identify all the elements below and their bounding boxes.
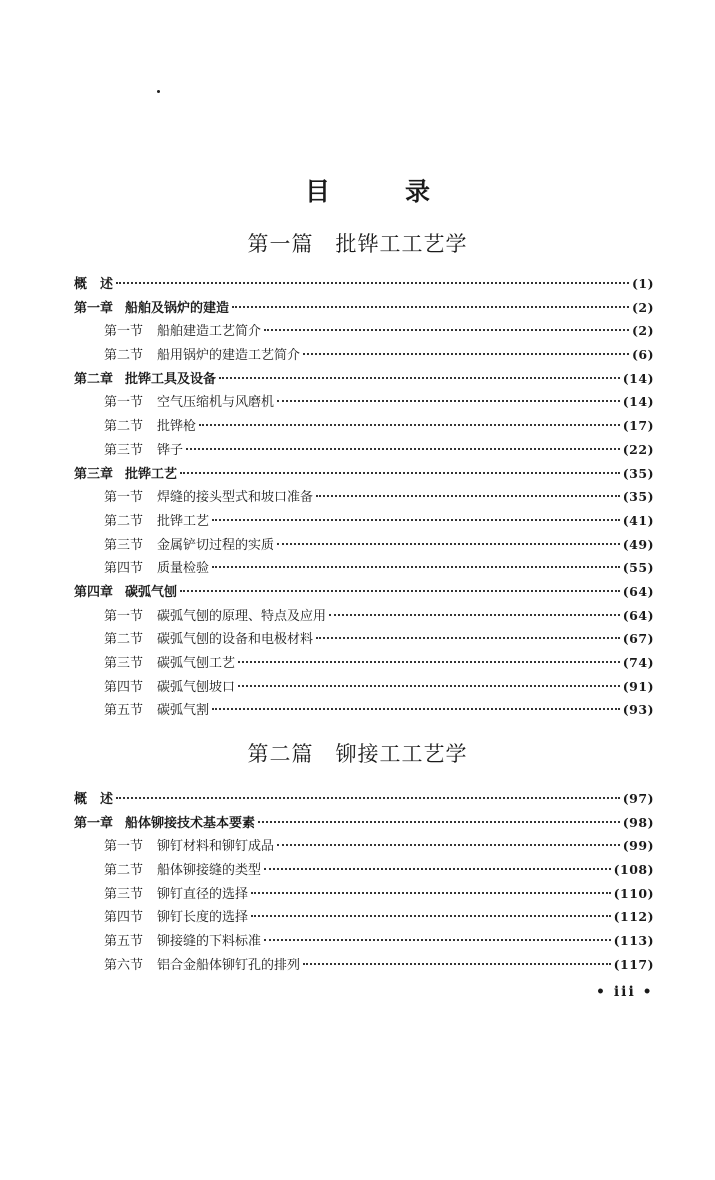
entry-heading: [104, 320, 261, 344]
entry-number: 第三章: [74, 466, 114, 482]
part-number: 第二篇: [247, 742, 314, 766]
entry-heading: [104, 676, 235, 700]
entry-heading: [74, 812, 255, 836]
entry-title: 碳弧气刨的设备和电极材料: [157, 632, 314, 648]
entry-heading: [104, 557, 209, 581]
entry-page-number: (67): [622, 631, 654, 647]
toc-section-entry: [74, 485, 654, 509]
entry-heading: [104, 883, 248, 907]
entry-page-number: (55): [622, 560, 654, 576]
dot-leader: [212, 519, 620, 521]
entry-heading: [104, 954, 300, 978]
entry-title: 铆钉材料和铆钉成品: [157, 839, 275, 855]
entry-number: 概 述: [74, 792, 114, 807]
entry-heading: [104, 930, 261, 954]
entry-page-number: (35): [622, 489, 654, 505]
entry-number: 第二节: [104, 513, 144, 529]
entry-number: 第二节: [104, 348, 144, 364]
entry-page-number: (108): [613, 862, 654, 878]
entry-title: 碳弧气割: [157, 703, 210, 719]
dot-leader: [116, 282, 629, 284]
toc-chapter-entry: [74, 296, 654, 320]
toc-chapter-entry: [74, 787, 654, 811]
entry-title: 批铧枪: [157, 419, 197, 435]
entry-number: 第二章: [74, 371, 114, 387]
entry-number: 第一节: [104, 608, 144, 624]
entry-heading: [104, 628, 313, 652]
entry-heading: [104, 344, 300, 368]
toc-section-entry: [74, 651, 654, 675]
dot-leader: [264, 868, 611, 870]
toc-section-entry: [74, 675, 654, 699]
dot-leader: [199, 424, 620, 426]
toc-section-entry: [74, 834, 654, 858]
entry-heading: [104, 835, 274, 859]
entry-page-number: (14): [622, 394, 654, 410]
entry-page-number: (99): [622, 838, 654, 854]
entry-number: 概 述: [74, 277, 114, 292]
entry-title: 铧子: [157, 442, 184, 458]
entry-page-number: (6): [631, 347, 654, 363]
entry-title: 空气压缩机与风磨机: [157, 395, 275, 411]
entry-heading: [74, 581, 177, 605]
dot-leader: [329, 614, 620, 616]
entry-page-number: (22): [622, 441, 654, 457]
entry-title: 焊缝的接头型式和坡口准备: [157, 490, 314, 506]
entry-number: 第一章: [74, 300, 114, 316]
entry-number: 第一节: [104, 395, 144, 411]
toc-section-entry: [74, 556, 654, 580]
entry-number: 第三节: [104, 886, 144, 902]
entry-page-number: (64): [622, 583, 654, 599]
entry-number: 第一节: [104, 490, 144, 506]
dot-leader: [238, 685, 620, 687]
entry-page-number: (74): [622, 655, 654, 670]
entry-title: 碳弧气刨: [125, 584, 178, 600]
dot-leader: [180, 472, 620, 474]
entry-title: 船用锅炉的建造工艺简介: [157, 348, 301, 364]
entry-number: 第六节: [104, 957, 144, 973]
entry-page-number: (113): [613, 933, 654, 949]
toc-section-entry: [74, 509, 654, 533]
entry-title: 船舶建造工艺简介: [157, 324, 262, 340]
entry-number: 第二节: [104, 419, 144, 435]
entry-title: 批铧工艺: [125, 466, 178, 482]
toc-section-entry: [74, 390, 654, 414]
dot-leader: [116, 797, 620, 799]
entry-heading: [104, 859, 261, 883]
toc-section-entry: [74, 604, 654, 628]
toc-chapter-entry: [74, 462, 654, 486]
entry-title: 碳弧气刨工艺: [157, 656, 236, 671]
entry-number: 第四节: [104, 679, 144, 695]
entry-page-number: (91): [622, 678, 654, 694]
dot-leader: [264, 329, 629, 331]
part-title-1: [0, 228, 715, 258]
entry-heading: [74, 368, 216, 392]
entry-number: 第四节: [104, 910, 144, 926]
dot-leader: [232, 306, 629, 308]
part-title-2: [0, 738, 715, 768]
toc-section-entry: [74, 438, 654, 462]
dot-leader: [303, 353, 629, 355]
toc-chapter-entry: [74, 272, 654, 296]
dot-leader: [264, 939, 611, 941]
entry-heading: [104, 415, 196, 439]
entry-page-number: (35): [622, 465, 654, 481]
entry-page-number: (112): [613, 909, 654, 925]
entry-title: 质量检验: [157, 561, 210, 577]
entry-page-number: (2): [631, 299, 654, 315]
entry-title: 船舶及锅炉的建造: [125, 300, 230, 316]
dot-leader: [251, 892, 611, 894]
page-number: • iii •: [596, 984, 654, 1000]
entry-number: 第一节: [104, 324, 144, 340]
entry-heading: [104, 906, 248, 930]
entry-number: 第四章: [74, 584, 114, 600]
toc-section-entry: [74, 953, 654, 977]
dot-leader: [186, 448, 620, 450]
dot-leader: [258, 821, 620, 823]
toc-section-entry: [74, 414, 654, 438]
entry-title: 铝合金船体铆钉孔的排列: [157, 957, 301, 973]
toc-list-part-2: [74, 787, 654, 977]
entry-number: 第五节: [104, 934, 144, 950]
entry-page-number: (1): [631, 276, 654, 291]
toc-title-char-2: 录: [405, 177, 431, 206]
toc-section-entry: [74, 882, 654, 906]
part-name: 铆接工工艺学: [335, 742, 468, 766]
entry-number: 第三节: [104, 537, 144, 553]
entry-number: 第一章: [74, 815, 114, 831]
entry-page-number: (64): [622, 607, 654, 623]
dot-leader: [277, 844, 620, 846]
toc-section-entry: [74, 533, 654, 557]
entry-number: 第四节: [104, 561, 144, 577]
entry-page-number: (117): [613, 956, 654, 972]
entry-title: 船体铆接缝的类型: [157, 863, 262, 879]
entry-title: 铆钉直径的选择: [157, 886, 249, 902]
entry-number: 第一节: [104, 839, 144, 855]
entry-heading: [74, 273, 113, 297]
entry-heading: [104, 486, 313, 510]
entry-heading: [104, 534, 274, 558]
dot-leader: [251, 915, 611, 917]
dot-leader: [238, 661, 620, 663]
entry-heading: [104, 652, 235, 676]
entry-title: 铆接缝的下料标准: [157, 934, 262, 950]
entry-heading: [104, 699, 209, 723]
entry-number: 第二节: [104, 863, 144, 879]
entry-page-number: (98): [622, 814, 654, 830]
dot-leader: [277, 400, 620, 402]
entry-heading: [104, 439, 183, 463]
toc-section-entry: [74, 627, 654, 651]
toc-section-entry: [74, 929, 654, 953]
dot-leader: [212, 566, 620, 568]
entry-page-number: (17): [622, 418, 654, 434]
entry-title: 铆钉长度的选择: [157, 910, 249, 926]
entry-heading: [104, 605, 326, 629]
entry-number: 第三节: [104, 442, 144, 458]
toc-list-part-1: [74, 272, 654, 722]
entry-page-number: (14): [622, 370, 654, 386]
dot-leader: [219, 377, 620, 379]
entry-title: 碳弧气刨的原理、特点及应用: [157, 608, 327, 624]
toc-chapter-entry: [74, 367, 654, 391]
part-number: 第一篇: [247, 232, 314, 256]
toc-section-entry: [74, 698, 654, 722]
entry-title: 批铧工具及设备: [125, 371, 217, 387]
toc-section-entry: [74, 343, 654, 367]
entry-number: 第五节: [104, 703, 144, 719]
entry-heading: [74, 463, 177, 487]
print-speck: [157, 90, 160, 93]
dot-leader: [316, 495, 620, 497]
entry-page-number: (2): [631, 323, 654, 339]
entry-heading: [104, 391, 274, 415]
entry-title: 碳弧气刨坡口: [157, 679, 236, 695]
toc-section-entry: [74, 858, 654, 882]
toc-chapter-entry: [74, 580, 654, 604]
entry-page-number: (97): [622, 791, 654, 806]
entry-title: 批铧工艺: [157, 513, 210, 529]
entry-number: 第三节: [104, 656, 144, 671]
dot-leader: [316, 637, 620, 639]
entry-title: 金属铲切过程的实质: [157, 537, 275, 553]
entry-page-number: (41): [622, 512, 654, 528]
toc-section-entry: [74, 319, 654, 343]
entry-page-number: (49): [622, 536, 654, 552]
dot-leader: [303, 963, 611, 965]
toc-title-char-1: 目: [305, 177, 331, 206]
dot-leader: [180, 590, 620, 592]
entry-heading: [104, 510, 209, 534]
entry-page-number: (110): [613, 885, 654, 901]
entry-page-number: (93): [622, 702, 654, 718]
entry-title: 船体铆接技术基本要素: [125, 815, 256, 831]
dot-leader: [212, 708, 620, 710]
dot-leader: [277, 543, 620, 545]
entry-heading: [74, 788, 113, 812]
part-name: 批铧工工艺学: [335, 232, 468, 256]
entry-heading: [74, 297, 229, 321]
toc-section-entry: [74, 905, 654, 929]
entry-number: 第二节: [104, 632, 144, 648]
toc-chapter-entry: [74, 811, 654, 835]
